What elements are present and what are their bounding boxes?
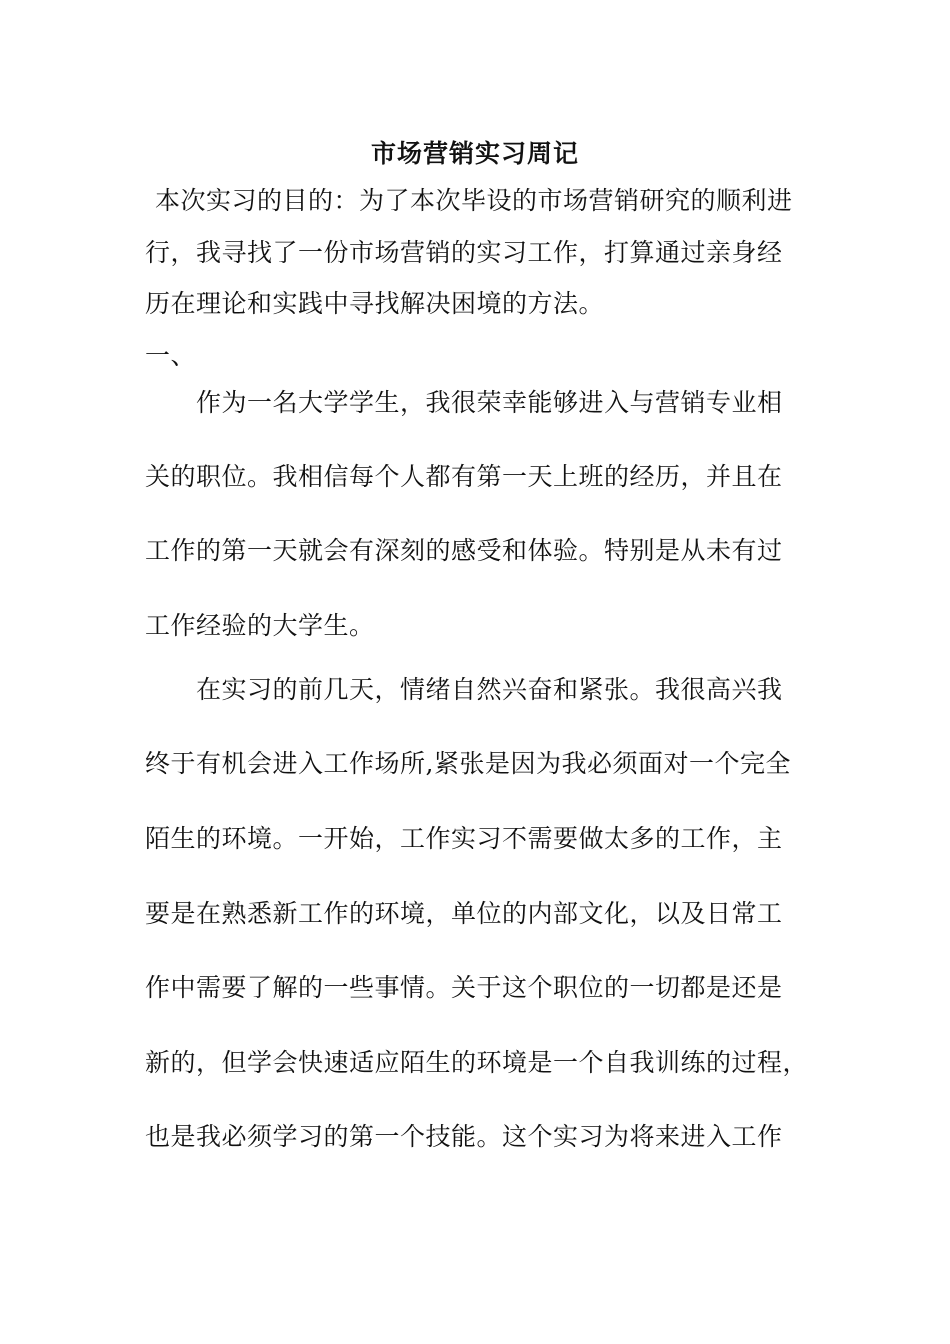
paragraph-line: 终于有机会进入工作场所,紧张是因为我必须面对一个完全	[145, 749, 791, 778]
section-heading: 一、	[145, 341, 197, 370]
paragraph-line: 工作经验的大学生。	[145, 611, 375, 640]
paragraph-line: 工作的第一天就会有深刻的感受和体验。特别是从未有过	[145, 536, 783, 565]
purpose-line: 行，我寻找了一份市场营销的实习工作，打算通过亲身经	[145, 238, 783, 267]
document-title: 市场营销实习周记	[370, 139, 579, 168]
purpose-line: 历在理论和实践中寻找解决困境的方法。	[145, 289, 605, 318]
purpose-line: 本次实习的目的：为了本次毕设的市场营销研究的顺利进	[155, 186, 793, 215]
paragraph-line: 作中需要了解的一些事情。关于这个职位的一切都是还是	[145, 973, 783, 1002]
paragraph-line: 作为一名大学学生，我很荣幸能够进入与营销专业相	[196, 388, 783, 417]
paragraph-line: 也是我必须学习的第一个技能。这个实习为将来进入工作	[145, 1122, 783, 1151]
paragraph-line: 陌生的环境。一开始，工作实习不需要做太多的工作，主	[145, 824, 783, 853]
paragraph-line: 在实习的前几天，情绪自然兴奋和紧张。我很高兴我	[196, 675, 783, 704]
paragraph-line: 关的职位。我相信每个人都有第一天上班的经历，并且在	[145, 462, 783, 491]
paragraph-line: 新的，但学会快速适应陌生的环境是一个自我训练的过程，	[145, 1048, 809, 1077]
paragraph-line: 要是在熟悉新工作的环境，单位的内部文化，以及日常工	[145, 899, 783, 928]
